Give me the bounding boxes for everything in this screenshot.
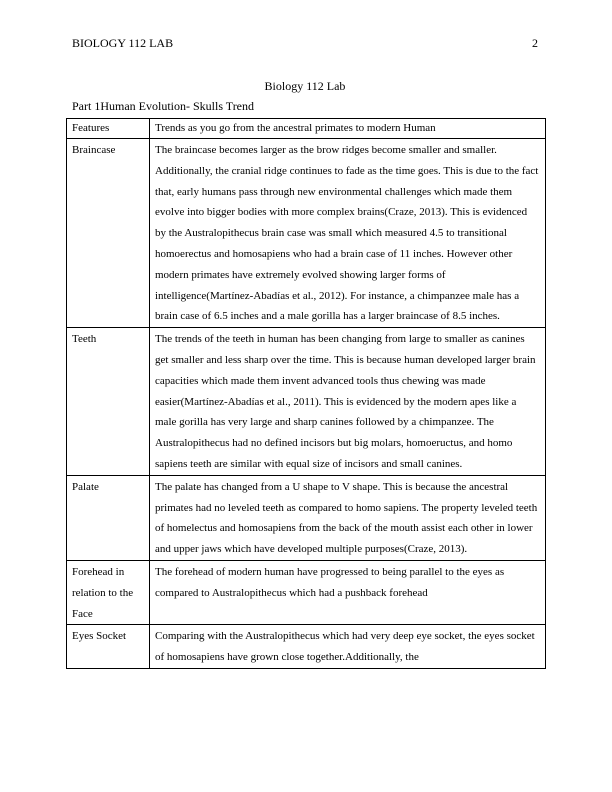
trend-cell: The trends of the teeth in human has been changing from large to smaller as canines get smaller and less sharp over the time. This is because human developed larger brain capacities which made them invent advanced tools thus chewing was made easier(Martínez-Abadías et al., 2011). This is evidenced by the modern apes like a male gorilla has very large and sharp canines followed by a chimpanzee. The Australopithecus had no defined incisors but big molars, homoeructus, and homo sapiens teeth are similar with equal size of incisors and small canines. [150, 328, 546, 476]
feature-cell: Forehead in relation to the Face [67, 560, 150, 624]
feature-cell: Braincase [67, 139, 150, 328]
trend-cell: The braincase becomes larger as the brow ridges become smaller and smaller. Additionally, the cranial ridge continues to fade as the time goes. This is due to the fact that, early humans pass through new environmental challenges which made them evolve into bigger bodies with more complex brains(Craze, 2013). This is evidenced by the Australopithecus brain case was small which measured 4.5 to transitional homoerectus and homosapiens who had a brain case of 11 inches. However other modern primates have extremely evolved showing larger forms of intelligence(Martínez-Abadías et al., 2012). For instance, a chimpanzee male has a brain case of 6.5 inches and a male gorilla has a larger braincase of 8.5 inches. [150, 139, 546, 328]
table-row [67, 475, 546, 560]
trend-cell: Comparing with the Australopithecus which had very deep eye socket, the eyes socket of homosapiens have grown close together.Additionally, the [150, 625, 546, 669]
running-head: BIOLOGY 112 LAB [72, 36, 174, 50]
header-features: Features [67, 119, 150, 139]
table-row [67, 139, 546, 328]
header-trends: Trends as you go from the ancestral primates to modern Human [150, 119, 546, 139]
trend-cell: The palate has changed from a U shape to V shape. This is because the ancestral primates had no leveled teeth as compared to homo sapiens. The property leveled teeth of homelectus and homosapiens from the back of the mouth assist each other in lower and upper jaws which have developed multiple purposes(Craze, 2013). [150, 475, 546, 560]
feature-cell: Palate [67, 475, 150, 560]
skull-trends-table [66, 118, 546, 669]
page-number: 2 [532, 36, 538, 50]
table-row [67, 328, 546, 476]
trend-cell: The forehead of modern human have progressed to being parallel to the eyes as compared to Australopithecus which had a pushback forehead [150, 560, 546, 624]
feature-cell: Teeth [67, 328, 150, 476]
table-row [67, 560, 546, 624]
table-row [67, 625, 546, 669]
document-title: Biology 112 Lab [264, 79, 346, 93]
table-header-row [67, 119, 546, 139]
section-heading: Part 1Human Evolution- Skulls Trend [72, 99, 255, 113]
feature-cell: Eyes Socket [67, 625, 150, 669]
